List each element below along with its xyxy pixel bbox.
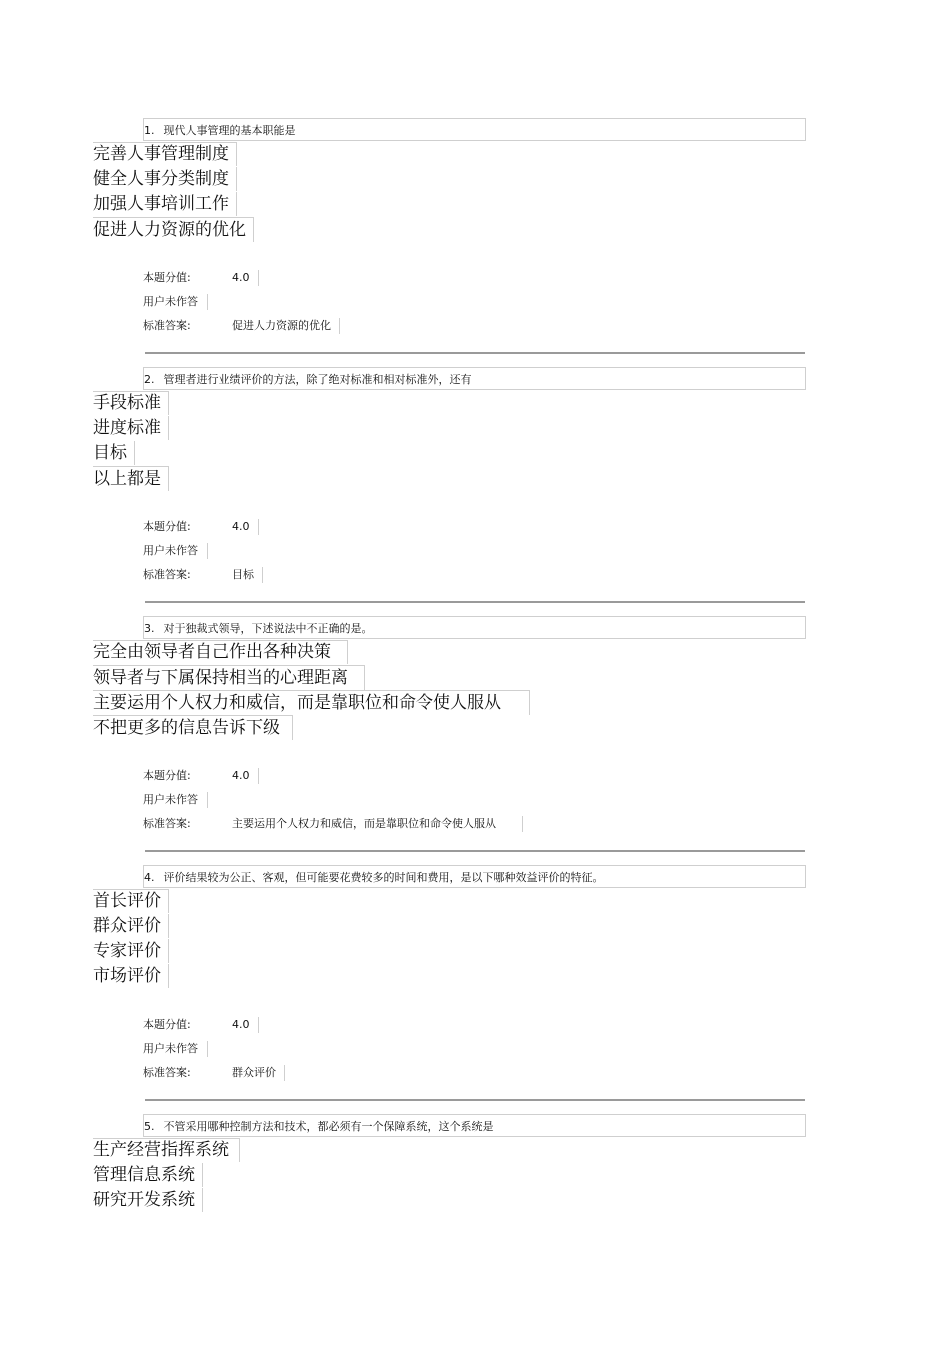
standard-answer-value: 主要运用个人权力和威信，而是靠职位和命令使人服从 <box>232 816 523 832</box>
score-label: 本题分值: <box>143 520 191 533</box>
option-b[interactable]: 领导者与下属保持相当的心理距离 <box>93 665 365 690</box>
standard-answer-label: 标准答案: <box>143 319 191 332</box>
unanswered-label: 用户未作答 <box>143 792 208 808</box>
score-value: 4.0 <box>232 1017 259 1033</box>
unanswered-label: 用户未作答 <box>143 294 208 310</box>
question-number: 4. <box>144 871 155 884</box>
score-value: 4.0 <box>232 519 259 535</box>
option-c[interactable]: 研究开发系统 <box>93 1188 203 1212</box>
standard-answer-value: 促进人力资源的优化 <box>232 318 340 334</box>
score-label: 本题分值: <box>143 769 191 782</box>
option-d[interactable]: 不把更多的信息告诉下级 <box>93 715 293 740</box>
question-text: 评价结果较为公正、客观，但可能要花费较多的时间和费用，是以下哪种效益评价的特征。 <box>163 871 604 884</box>
option-c[interactable]: 目标 <box>93 441 135 465</box>
option-d[interactable]: 促进人力资源的优化 <box>93 217 254 242</box>
option-b[interactable]: 健全人事分类制度 <box>93 167 237 191</box>
question-text: 对于独裁式领导，下述说法中不正确的是。 <box>163 622 373 635</box>
standard-answer-value: 群众评价 <box>232 1065 285 1081</box>
question-5 <box>0 1114 950 1234</box>
option-b[interactable]: 群众评价 <box>93 914 169 938</box>
unanswered-label: 用户未作答 <box>143 543 208 559</box>
question-number: 2. <box>144 373 155 386</box>
question-divider <box>145 601 805 603</box>
option-d[interactable]: 市场评价 <box>93 964 169 988</box>
option-a[interactable]: 生产经营指挥系统 <box>93 1138 240 1162</box>
question-3 <box>0 616 950 865</box>
option-a[interactable]: 首长评价 <box>93 889 169 913</box>
option-c[interactable]: 主要运用个人权力和威信，而是靠职位和命令使人服从 <box>93 690 530 715</box>
question-text: 现代人事管理的基本职能是 <box>163 124 296 137</box>
question-stem <box>143 865 806 888</box>
unanswered-label: 用户未作答 <box>143 1041 208 1057</box>
score-label: 本题分值: <box>143 271 191 284</box>
score-value: 4.0 <box>232 768 259 784</box>
question-2 <box>0 367 950 616</box>
option-b[interactable]: 进度标准 <box>93 416 169 440</box>
option-a[interactable]: 完全由领导者自己作出各种决策 <box>93 640 348 664</box>
score-label: 本题分值: <box>143 1018 191 1031</box>
option-c[interactable]: 专家评价 <box>93 939 169 963</box>
question-divider <box>145 850 805 852</box>
question-text: 不管采用哪种控制方法和技术，都必须有一个保障系统，这个系统是 <box>163 1120 494 1133</box>
standard-answer-value: 目标 <box>232 567 263 583</box>
question-stem <box>143 367 806 390</box>
question-stem <box>143 616 806 639</box>
question-divider <box>145 352 805 354</box>
score-value: 4.0 <box>232 270 259 286</box>
option-d[interactable]: 以上都是 <box>93 466 169 491</box>
question-text: 管理者进行业绩评价的方法，除了绝对标准和相对标准外，还有 <box>163 373 472 386</box>
standard-answer-label: 标准答案: <box>143 1066 191 1079</box>
option-c[interactable]: 加强人事培训工作 <box>93 192 237 216</box>
question-number: 3. <box>144 622 155 635</box>
option-a[interactable]: 完善人事管理制度 <box>93 142 237 166</box>
question-divider <box>145 1099 805 1101</box>
question-stem <box>143 1114 806 1137</box>
question-number: 5. <box>144 1120 155 1133</box>
question-1 <box>0 118 950 367</box>
question-stem <box>143 118 806 141</box>
option-a[interactable]: 手段标准 <box>93 391 169 415</box>
question-number: 1. <box>144 124 155 137</box>
option-b[interactable]: 管理信息系统 <box>93 1163 203 1187</box>
standard-answer-label: 标准答案: <box>143 568 191 581</box>
standard-answer-label: 标准答案: <box>143 817 191 830</box>
question-4 <box>0 865 950 1114</box>
